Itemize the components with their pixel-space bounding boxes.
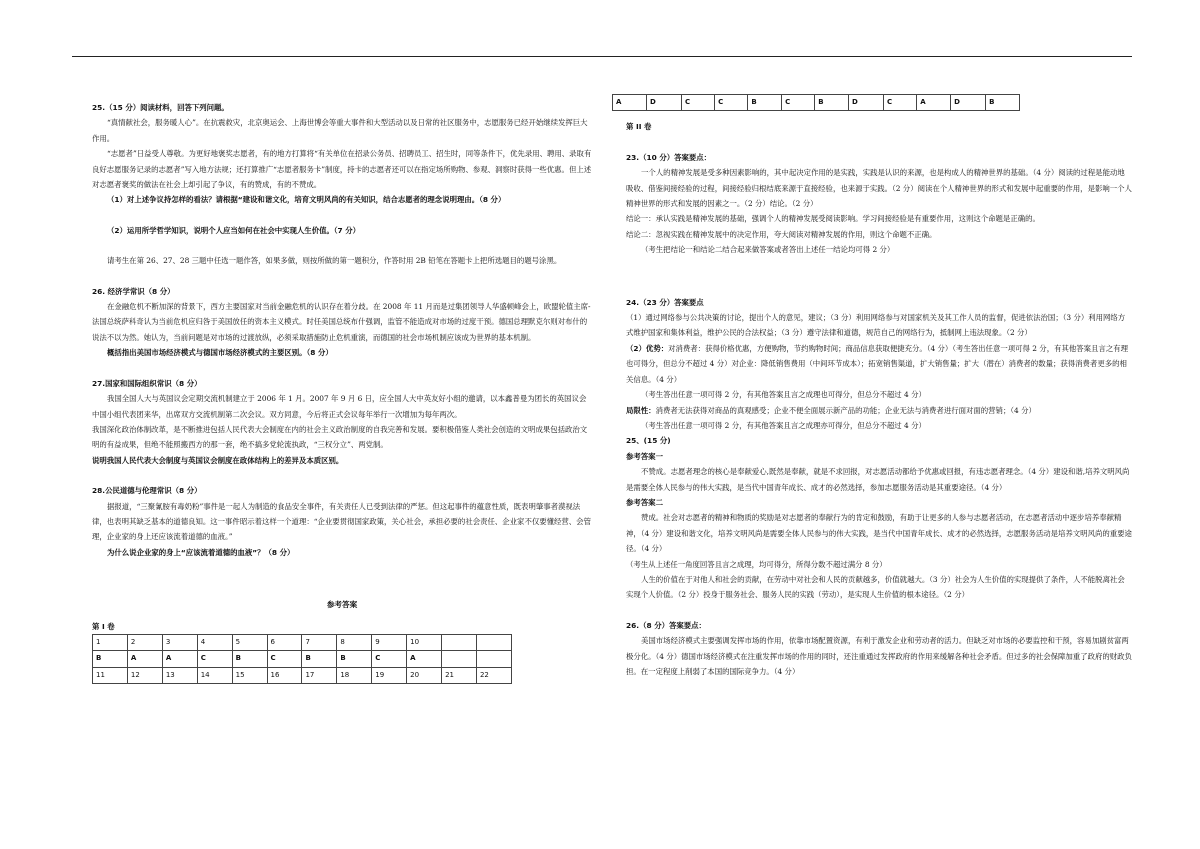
table-cell: 3 [162,634,197,650]
table-cell: C [782,95,815,111]
choose-instruction: 请考生在第 26、27、28 三题中任选一题作答，如果多做，则按所做的第一题积分，作答时用 2B 铅笔在答题卡上把所选题目的题号涂黑。 [107,256,562,266]
a25-ref-1-label: 参考答案一 [626,451,663,461]
table-cell: C [372,651,407,667]
q28-question: 为什么说企业家的身上“应该流着道德的血液”？（8 分） [107,547,295,557]
volume-2-label: 第 II 卷 [626,122,652,132]
a24-advantage-text: 对消费者：获得价格优惠，方便购物，节约购物时间；商品信息获取便捷充分。（4 分）（考生答出任意一项可得 2 分，有其他答案且言之有理也可得分，但总分不超过 4 分）对企业：降低销售费用（中间环节成本）；拓宽销售渠道，扩大销售量；扩大（潜在）消费者的数量；获得消费者更多的相关信息。（4 分） [626,343,1128,384]
table-cell: C [197,651,232,667]
table-cell: B [337,651,372,667]
answer-table-1 [92,634,512,684]
table-row [93,634,512,650]
table-cell: A [613,95,647,111]
q28-title: 28.公民道德与伦理常识（8 分） [92,486,202,496]
table-cell: C [884,95,917,111]
q25-paragraph-2: “志愿者”日益受人尊敬。为更好地褒奖志愿者，有的地方打算将“有关单位在招录公务员、招聘员工、招生时，同等条件下，优先录用、聘用、录取有良好志愿服务记录的志愿者”写入地方法规；还打算推广“志愿者服务卡”制度，持卡的志愿者还可以在指定场所购物、参观、洞察时获得一些优惠。但上述对志愿者褒奖的做法在社会上却引起了争议，有的赞成，有的不赞成。 [92,149,592,190]
table-cell: B [232,651,267,667]
a23-conclusion-1: 结论一：承认实践是精神发展的基础，强调个人的精神发展受阅读影响。学习间接经验是有重要作用，这则这个命题是正确的。 [626,214,1040,224]
q26-question: 概括指出美国市场经济模式与德国市场经济模式的主要区别。（8 分） [107,348,333,358]
reference-answer-title: 参考答案 [326,600,358,610]
table-row [93,667,512,683]
q28-paragraph: 据报道，“三聚氰胺有毒奶粉”事件是一起人为制造的食品安全事件，有关责任人已受到法律的严惩。但这起事件的蕴意性质，既表明肇事者漠视法律，也表明其缺乏基本的道德良知。这一事件昭示着这样一个道理：“企业要贯彻国家政策，关心社会，承担必要的社会责任、企业家不仅要懂经营、会管理，企业家的身上还应该流着道德的血液。” [92,501,591,542]
table-cell: 16 [267,667,302,683]
table-cell: 19 [372,667,407,683]
a23-title: 23.（10 分）答案要点： [626,152,712,162]
a24-note-2: （考生答出任意一项可得 2 分，有其他答案且言之成理亦可得分，但总分不超过 4 分） [641,420,926,430]
a25-ref-2-note: （考生从上述任一角度回答且言之成理，均可得分，所得分数不超过满分 8 分） [626,559,887,569]
a24-paragraph-1: （1）通过网络参与公共决策的讨论，提出个人的意见，建议；（3 分）利用网络参与对国家机关及其工作人员的监督，促进依法治国；（3 分）利用网络方式维护国家和集体利益，维护公民的合法权益；（3 分）遵守法律和道德，规范自己的网络行为，抵制网上违法现象。（2 分） [626,313,1126,338]
table-cell: D [849,95,884,111]
table-cell: 15 [232,667,267,683]
a25-ref-2-value: 人生的价值在于对他人和社会的贡献，在劳动中对社会和人民的贡献越多，价值就越大。（3 分）社会为人生价值的实现提供了条件，人不能脱离社会实现个人价值。（2 分）投身于服务社会、服务人民的实践（劳动），是实现人生价值的根本途径。（2 分） [626,574,1125,600]
table-cell: 12 [127,667,162,683]
volume-1-label: 第 I 卷 [92,621,115,631]
q25-title: 25.（15 分）阅读材料，回答下列问题。 [92,103,229,112]
table-cell: C [267,651,302,667]
table-cell [442,651,477,667]
a25-ref-1-text: 不赞成。志愿者理念的核心是奉献爱心,既然是奉献，就是不求回报，对志愿活动都给予优惠或回报，有违志愿者理念。（4 分）建设和谐,培养文明风尚是需要全体人民参与的伟大实践，是当代中国青年成长、成才的必然选择，参加志愿服务活动是其重要途径。（4 分） [626,467,1130,492]
a24-title: 24.（23 分）答案要点 [626,297,704,307]
table-cell: 13 [162,667,197,683]
table-cell: D [646,95,681,111]
q27-question: 说明我国人民代表大会制度与英国议会制度在政体结构上的差异及本质区别。 [92,455,344,465]
table-cell: B [93,651,128,667]
q27-title: 27.国家和国际组织常识（8 分） [92,378,202,388]
a24-limitation-label: 局限性： [626,405,656,415]
table-row [93,651,512,667]
table-cell: 1 [93,634,128,650]
a24-limitation-text: 消费者无法获得对商品的真观感受；企业不便全面展示新产品的功能；企业无法与消费者进行面对面的营销；（4 分） [655,405,1036,415]
table-cell: 2 [127,634,162,650]
a23-conclusion-2: 结论二：忽视实践在精神发展中的决定作用，夸大阅读对精神发展的作用，则这个命题不正确。 [626,229,937,239]
answer-table-top-row [612,94,1020,111]
table-cell: 4 [197,634,232,650]
q25-paragraph-1: “真情献社会，服务暖人心”。在抗震救灾，北京奥运会、上海世博会等重大事件和大型活动以及日常的社区服务中，志愿服务已经开始继续发挥巨大作用。 [92,118,588,143]
table-cell: B [748,95,782,111]
q26-title: 26. 经济学常识（8 分） [92,286,175,296]
table-cell: C [715,95,748,111]
table-cell: 9 [372,634,407,650]
table-cell: 14 [197,667,232,683]
header-rule [72,56,1132,57]
table-cell [476,651,511,667]
table-cell: 22 [476,667,511,683]
q25-sub-question-2: （2）运用所学哲学知识，说明个人应当如何在社会中实现人生价值。（7 分） [107,225,361,235]
table-cell: A [917,95,951,111]
table-cell: A [407,651,442,667]
table-cell: 17 [302,667,337,683]
q25-sub-question-1: （1）对上述争议持怎样的看法？请根据“建设和谐文化，培育文明风尚的有关知识，结合志愿者的理念说明理由。（8 分） [107,195,506,205]
table-cell: 20 [407,667,442,683]
a25-ref-2-text: 赞成。社会对志愿者的精神和物质的奖励是对志愿者的奉献行为的肯定和鼓励，有助于让更多的人参与志愿者活动，在志愿者活动中逐步培养奉献精神，（4 分）建设和谐文化，培养文明风尚是需要全体人民参与的伟大实践，是当代中国青年成长、成才的必然选择，志愿服务活动是培养文明风尚的重要途径。（4 分） [626,513,1132,554]
table-cell: A [127,651,162,667]
q27-paragraph-2: 我国深化政治体制改革，是不断推进包括人民代表大会制度在内的社会主义政治制度的自我完善和发展。要积极借鉴人类社会创造的文明成果包括政治文明的有益成果，但绝不能照搬西方的那一套，绝不搞多党轮流执政，“三权分立”、两党制。 [92,424,588,450]
a23-paragraph-1: 一个人的精神发展是受多种因素影响的，其中起决定作用的是实践，实践是认识的来源，也是构成人的精神世界的基础。（4 分）阅读的过程是能动地吸收、借鉴间接经验的过程，间接经验归根结底来源于直接经验，也来源于实践。（2 分）阅读在个人精神世界的形式和发展中起重要的作用，是影响一个人精神世界的形式和发展的因素之一。（2 分）结论。（2 分） [626,168,1132,209]
a23-note: （考生把结论一和结论二结合起来做答案或者答出上述任一结论均可得 2 分） [641,245,895,255]
a24-note-1: （考生答出任意一项可得 2 分，有其他答案且言之成理也可得分，但总分不超过 4 分） [641,390,926,400]
left-column [92,100,592,684]
a24-paragraph-4 [626,403,1132,418]
table-cell [476,634,511,650]
table-cell: 7 [302,634,337,650]
table-row [613,95,1020,111]
table-cell: 21 [442,667,477,683]
table-cell: 8 [337,634,372,650]
q26-paragraph: 在金融危机不断加深的背景下，西方主要国家对当前金融危机的认识存在着分歧。在 2008 年 11 月而是过集团领导人华盛顿峰会上，欧盟轮值主席-法国总统萨科奇认为当前危机应归咎于美国放任的资本主义模式。时任美国总统布什强调，监管不能造成对市场的过度干预。德国总理默克尔则对布什的说法不以为然。她认为，当前问题是对市场的过渡放纵，必须采取措施防止危机重演，而德国的社会市场机制应该成为世界的基本机制。 [92,302,591,342]
right-column [616,94,1132,679]
a24-advantage-label: （2）优势： [626,343,669,353]
table-cell: 11 [93,667,128,683]
table-cell: B [986,95,1020,111]
table-cell: 6 [267,634,302,650]
table-cell: A [162,651,197,667]
table-cell [442,634,477,650]
table-cell: C [681,95,714,111]
table-cell: B [302,651,337,667]
a25-title: 25、(15 分) [626,436,671,446]
a26-paragraph: 美国市场经济模式主要强调发挥市场的作用，依靠市场配置资源，有利于激发企业和劳动者的活力。但缺乏对市场的必要监控和干预，容易加剧贫富两极分化。（4 分）德国市场经济模式在注重发挥市场的作用的同时，还注重通过发挥政府的作用来缓解各种社会矛盾。但过多的社会保障加重了政府的财政负担。在一定程度上削弱了本国的国际竞争力。（4 分） [626,636,1132,676]
a26-title: 26.（8 分）答案要点： [626,620,706,630]
table-cell: 18 [337,667,372,683]
q27-paragraph-1: 我国全国人大与英国议会定期交流机制建立于 2006 年 1 月。2007 年 9 月 6 日，应全国人大中英友好小组的邀请，以本鑫普曼为团长的英国议会中国小组代表团来华，出席双方交流机制第二次会议。双方同意，今后将正式会议每年举行一次增加为每年两次。 [92,394,587,419]
a25-ref-2-label: 参考答案二 [626,497,663,507]
table-cell: 5 [232,634,267,650]
table-cell: B [815,95,849,111]
table-cell: 10 [407,634,442,650]
table-cell: D [951,95,986,111]
a24-paragraph-2 [626,341,1132,387]
